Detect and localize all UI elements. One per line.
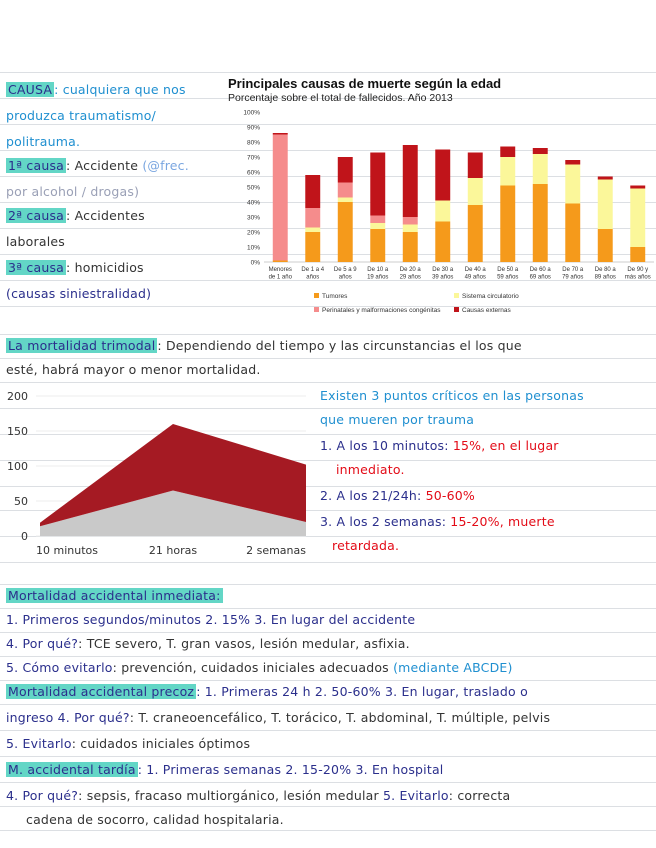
- critical-point-3-sep: :: [441, 514, 451, 529]
- bar-segment: [533, 154, 548, 184]
- y-tick-label: 100: [7, 460, 28, 473]
- critical-point-2-sep: :: [416, 488, 426, 503]
- precoz-line-3: [6, 736, 250, 752]
- critical-point-3-cont: retardada.: [332, 538, 400, 553]
- legend-label: Causas externas: [462, 307, 511, 314]
- bar-segment: [565, 165, 580, 204]
- inmediata-why-text: : TCE severo, T. gran vasos, lesión medular, asfixia.: [78, 636, 410, 651]
- bar-segment: [305, 232, 320, 262]
- critical-point-1: [320, 438, 559, 454]
- x-tick-label: 2 semanas: [246, 544, 306, 557]
- bar-segment: [435, 222, 450, 263]
- causa-3-text: : homicidios: [66, 260, 144, 275]
- causa-3-line: [6, 260, 144, 276]
- bar-segment: [338, 183, 353, 198]
- trimodal-text-1: : Dependiendo del tiempo y las circunstancias el los que: [157, 338, 522, 353]
- inmediata-avoid-text: : prevención, cuidados iniciales adecuados: [112, 660, 389, 675]
- bar-segment: [338, 157, 353, 183]
- causa-1-line: [6, 158, 189, 174]
- causa-1-note-2: por alcohol / drogas): [6, 184, 140, 199]
- bar-segment: [370, 216, 385, 224]
- x-tick-label: De 1 a 4: [301, 267, 325, 273]
- precoz-avoid-text: : cuidados iniciales óptimos: [71, 736, 251, 751]
- causa-1-note: (@frec.: [142, 158, 189, 173]
- tardia-title: M. accidental tardía: [8, 762, 136, 777]
- bar-segment: [500, 186, 515, 263]
- x-tick-label: años: [306, 274, 320, 281]
- x-tick-label: De 30 a: [432, 267, 454, 273]
- bar-segment: [468, 178, 483, 205]
- inmediata-title: [6, 588, 223, 604]
- critical-point-1-label: 1. A los 10 minutos: [320, 438, 445, 453]
- critical-point-2-label: 2. A los 21/24h: [320, 488, 417, 503]
- precoz-line-2: [6, 710, 550, 726]
- causa-2-line: [6, 208, 145, 224]
- precoz-avoid: 5. Evitarlo: [6, 736, 72, 751]
- causa-text: : cualquiera que nos: [54, 82, 186, 97]
- trimodal-line-1: [6, 338, 522, 354]
- bar-segment: [403, 225, 418, 233]
- causa-3-label: 3ª causa: [8, 260, 65, 275]
- precoz-title: Mortalidad accidental precoz: [8, 684, 195, 699]
- critical-intro-1: Existen 3 puntos críticos en las personas: [320, 388, 584, 403]
- bar-segment: [370, 223, 385, 229]
- causa-2-line-2: laborales: [6, 234, 65, 249]
- x-tick-label: De 20 a: [399, 267, 421, 273]
- mortality-causes-chart: [222, 72, 656, 330]
- x-tick-label: Menores: [268, 267, 292, 273]
- tardia-why-text: : sepsis, fracaso multiorgánico, lesión medular: [78, 788, 379, 803]
- trimodal-area-chart: [0, 386, 320, 562]
- tardia-line-1: [6, 762, 443, 778]
- causa-line-1: [6, 82, 186, 98]
- legend-label: Tumores: [322, 293, 348, 300]
- critical-point-1-sep: :: [444, 438, 453, 453]
- critical-point-3: [320, 514, 555, 530]
- bar-segment: [500, 157, 515, 186]
- x-tick-label: más años: [624, 274, 651, 281]
- bar-segment: [565, 160, 580, 165]
- y-tick-label: 0: [21, 530, 28, 543]
- x-tick-label: De 10 a: [367, 267, 389, 273]
- bar-segment: [598, 229, 613, 262]
- x-tick-label: De 5 a 9: [333, 267, 357, 273]
- x-tick-label: 19 años: [367, 274, 389, 281]
- tardia-line-2: [6, 788, 510, 804]
- bar-segment: [370, 229, 385, 262]
- bar-segment: [403, 232, 418, 262]
- y-tick-label: 100%: [243, 109, 260, 117]
- bar-segment: [305, 228, 320, 233]
- x-tick-label: 89 años: [594, 274, 616, 281]
- x-tick-label: De 90 y: [627, 267, 649, 273]
- legend-label: Sistema circulatorio: [462, 293, 519, 300]
- x-tick-label: de 1 año: [268, 274, 292, 281]
- bar-segment: [338, 202, 353, 262]
- precoz-line-1: [6, 684, 528, 700]
- bar-segment: [500, 147, 515, 158]
- x-tick-label: De 70 a: [562, 267, 584, 273]
- causa-line-3: politrauma.: [6, 134, 81, 149]
- x-tick-label: 39 años: [432, 274, 454, 281]
- bar-segment: [403, 217, 418, 225]
- inmediata-line-3: [6, 660, 513, 676]
- inmediata-line-2: [6, 636, 410, 652]
- y-tick-label: 0%: [250, 259, 260, 267]
- critical-point-1-value: 15%, en el lugar: [452, 438, 559, 453]
- bar-segment: [468, 205, 483, 262]
- bar-segment: [403, 145, 418, 217]
- legend-swatch: [314, 293, 319, 298]
- y-tick-label: 20%: [246, 229, 260, 237]
- tardia-avoid-text: : correcta: [448, 788, 511, 803]
- tardia-line-3: cadena de socorro, calidad hospitalaria.: [26, 812, 284, 827]
- bar-segment: [305, 175, 320, 208]
- bar-segment: [435, 201, 450, 222]
- critical-point-1-cont: inmediato.: [336, 462, 405, 477]
- x-tick-label: 69 años: [529, 274, 551, 281]
- bar-segment: [273, 133, 288, 135]
- legend-swatch: [454, 293, 459, 298]
- causa-1-text: : Accidente: [66, 158, 139, 173]
- x-tick-label: De 40 a: [464, 267, 486, 273]
- causa-1-label: 1ª causa: [8, 158, 65, 173]
- x-tick-label: De 60 a: [529, 267, 551, 273]
- bar-segment: [533, 184, 548, 262]
- critical-point-2: [320, 488, 475, 504]
- bar-segment: [468, 153, 483, 179]
- bar-segment: [630, 189, 645, 248]
- tardia-why: 4. Por qué?: [6, 788, 79, 803]
- y-tick-label: 50: [14, 495, 28, 508]
- x-tick-label: 79 años: [562, 274, 584, 281]
- trimodal-label: La mortalidad trimodal: [8, 338, 156, 353]
- causa-2-text: : Accidentes: [66, 208, 145, 223]
- y-tick-label: 40%: [246, 199, 260, 207]
- y-tick-label: 50%: [246, 184, 260, 192]
- causa-line-2: produzca traumatismo/: [6, 108, 156, 123]
- tardia-avoid: 5. Evitarlo: [383, 788, 449, 803]
- y-tick-label: 70%: [246, 154, 260, 162]
- x-tick-label: De 80 a: [594, 267, 616, 273]
- legend-label: Perinatales y malformaciones congénitas: [322, 307, 441, 314]
- x-tick-label: años: [338, 274, 352, 281]
- legend-swatch: [454, 307, 459, 312]
- x-tick-label: 21 horas: [148, 544, 198, 557]
- critical-point-3-value: 15-20%, muerte: [450, 514, 555, 529]
- y-tick-label: 10%: [246, 244, 260, 252]
- bar-segment: [598, 180, 613, 230]
- legend-swatch: [314, 307, 319, 312]
- y-tick-label: 30%: [246, 214, 260, 222]
- bar-segment: [630, 247, 645, 262]
- inmediata-avoid-note: (mediante ABCDE): [393, 660, 513, 675]
- x-tick-label: 49 años: [464, 274, 486, 281]
- bar-segment: [273, 135, 288, 261]
- critical-intro-2: que mueren por trauma: [320, 412, 475, 427]
- bar-segment: [305, 208, 320, 228]
- x-tick-label: 59 años: [497, 274, 519, 281]
- y-tick-label: 90%: [246, 124, 260, 132]
- bar-segment: [338, 198, 353, 203]
- chart1-subtitle: Porcentaje sobre el total de fallecidos. Año 2013: [228, 92, 453, 104]
- y-tick-label: 80%: [246, 139, 260, 147]
- x-tick-label: De 50 a: [497, 267, 519, 273]
- inmediata-avoid: 5. Cómo evitarlo: [6, 660, 113, 675]
- bar-segment: [630, 186, 645, 189]
- y-tick-label: 60%: [246, 169, 260, 177]
- x-tick-label: 29 años: [399, 274, 421, 281]
- bar-segment: [533, 148, 548, 154]
- inmediata-line-1: 1. Primeros segundos/minutos 2. 15% 3. En lugar del accidente: [6, 612, 416, 627]
- y-tick-label: 200: [7, 390, 28, 403]
- inmediata-why: 4. Por qué?: [6, 636, 79, 651]
- precoz-why-text: : T. craneoencefálico, T. torácico, T. abdominal, T. múltiple, pelvis: [129, 710, 551, 725]
- trimodal-text-2: esté, habrá mayor o menor mortalidad.: [6, 362, 261, 377]
- precoz-text-1: : 1. Primeras 24 h 2. 50-60% 3. En lugar, traslado o: [196, 684, 528, 699]
- bar-segment: [598, 177, 613, 180]
- bar-segment: [565, 204, 580, 263]
- inmediata-title-text: Mortalidad accidental inmediata:: [8, 588, 221, 603]
- bar-segment: [435, 150, 450, 201]
- bar-segment: [370, 153, 385, 216]
- causa-3-note: (causas siniestralidad): [6, 286, 152, 301]
- precoz-why: ingreso 4. Por qué?: [6, 710, 130, 725]
- tardia-text-1: : 1. Primeras semanas 2. 15-20% 3. En hospital: [137, 762, 444, 777]
- causa-2-label: 2ª causa: [8, 208, 65, 223]
- critical-point-3-label: 3. A los 2 semanas: [320, 514, 442, 529]
- bar-segment: [273, 261, 288, 263]
- x-tick-label: 10 minutos: [36, 544, 98, 557]
- y-tick-label: 150: [7, 425, 28, 438]
- chart1-title: Principales causas de muerte según la edad: [228, 76, 502, 91]
- causa-label: CAUSA: [8, 82, 53, 97]
- critical-point-2-value: 50-60%: [425, 488, 475, 503]
